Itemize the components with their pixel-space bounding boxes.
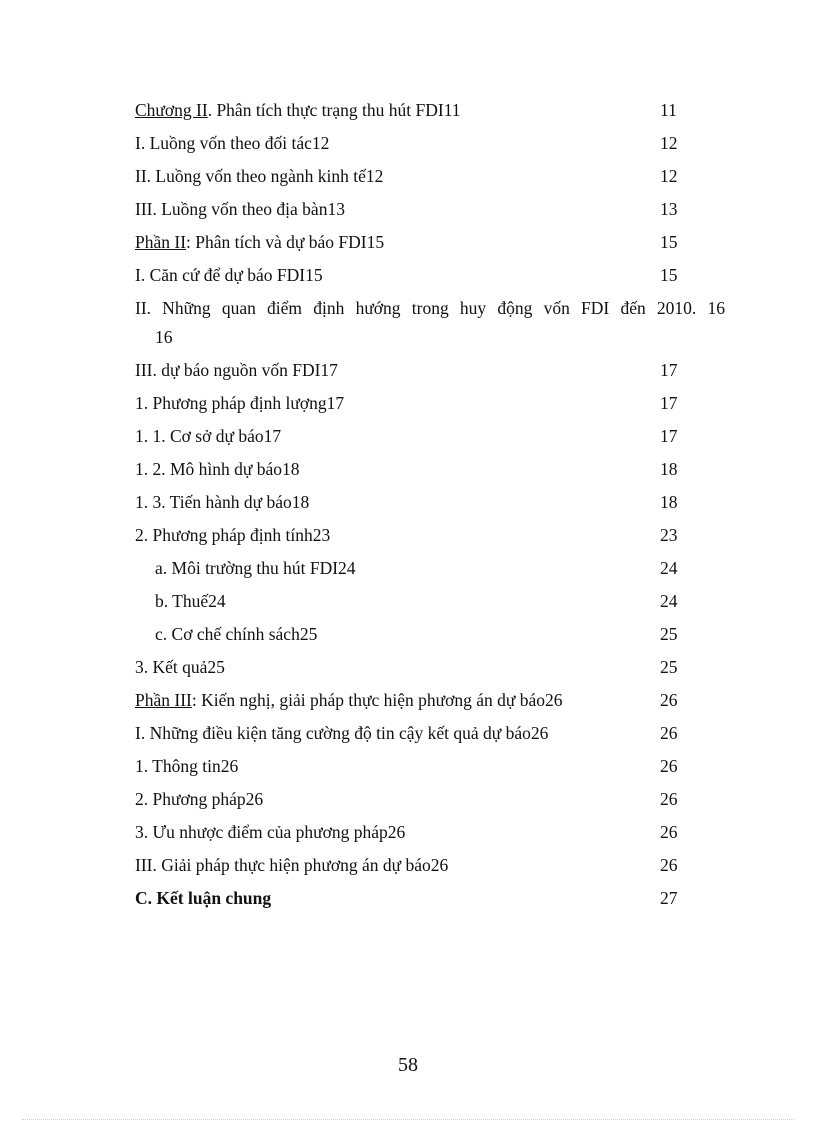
toc-entry-title: 1. 3. Tiến hành dự báo18 xyxy=(135,492,310,512)
toc-entry-title: b. Thuế24 xyxy=(155,591,226,611)
toc-entry[interactable] xyxy=(135,818,730,851)
toc-entry-page: 17 xyxy=(660,393,678,413)
toc-entry-page: 24 xyxy=(660,591,678,611)
toc-entry-page: 12 xyxy=(660,133,678,153)
toc-entry[interactable] xyxy=(135,129,730,162)
toc-entry-page: 18 xyxy=(660,492,678,512)
toc-entry-title: 1. Phương pháp định lượng17 xyxy=(135,393,345,413)
toc-entry[interactable] xyxy=(135,719,730,752)
toc-entry-page: 24 xyxy=(660,558,678,578)
toc-entry-title: 2. Phương pháp định tính23 xyxy=(135,525,331,545)
toc-entry-title: 1. 1. Cơ sở dự báo17 xyxy=(135,426,282,446)
toc-entry-title: Phần II: Phân tích và dự báo FDI15 xyxy=(135,232,385,252)
toc-entry-title: I. Luồng vốn theo đối tác12 xyxy=(135,133,330,153)
toc-entry[interactable] xyxy=(135,884,730,917)
toc-entry-title: II. Những quan điểm định hướng trong huy động vốn FDI đến 2010. 16 xyxy=(135,298,725,318)
toc-entry[interactable] xyxy=(135,752,730,785)
toc-entry[interactable] xyxy=(135,228,730,261)
toc-entry-title: 3. Ưu nhược điểm của phương pháp26 xyxy=(135,822,406,842)
toc-entry-title: II. Luồng vốn theo ngành kinh tế12 xyxy=(135,166,384,186)
toc-entry[interactable] xyxy=(135,620,730,653)
toc-entry-prefix: Phần III xyxy=(135,690,192,710)
toc-entry-title: III. Giải pháp thực hiện phương án dự báo26 xyxy=(135,855,449,875)
toc-entry-title: Chương II. Phân tích thực trạng thu hút FDI11 xyxy=(135,100,461,120)
toc-entry-title: c. Cơ chế chính sách25 xyxy=(155,624,318,644)
toc-entry-page: 16 xyxy=(155,327,173,347)
toc-entry[interactable] xyxy=(135,389,730,422)
toc-entry-title: I. Những điều kiện tăng cường độ tin cậy kết quả dự báo26 xyxy=(135,723,549,743)
toc-entry-title: III. dự báo nguồn vốn FDI17 xyxy=(135,360,338,380)
toc-entry-page: 26 xyxy=(660,855,678,875)
toc-entry-page: 11 xyxy=(660,100,677,120)
toc-entry-title: I. Căn cứ để dự báo FDI15 xyxy=(135,265,323,285)
toc-entry-page: 26 xyxy=(660,822,678,842)
toc-entry[interactable] xyxy=(135,422,730,455)
toc-entry[interactable] xyxy=(135,261,730,294)
toc-entry-page: 25 xyxy=(660,624,678,644)
toc-entry-page: 17 xyxy=(660,360,678,380)
toc-entry-page: 26 xyxy=(660,723,678,743)
toc-entry-page: 15 xyxy=(660,265,678,285)
toc-entry-page: 18 xyxy=(660,459,678,479)
toc-entry-title: 2. Phương pháp26 xyxy=(135,789,264,809)
toc-entry-page: 27 xyxy=(660,888,678,908)
toc-entry-title: Phần III: Kiến nghị, giải pháp thực hiện phương án dự báo26 xyxy=(135,690,563,710)
toc-entry-title: III. Luồng vốn theo địa bàn13 xyxy=(135,199,345,219)
toc-entry[interactable] xyxy=(135,195,730,228)
toc-entry-title: 1. Thông tin26 xyxy=(135,756,239,776)
toc-entry-page: 26 xyxy=(660,690,678,710)
toc-entry-title: 1. 2. Mô hình dự báo18 xyxy=(135,459,300,479)
toc-entry[interactable] xyxy=(135,455,730,488)
toc-entry-page: 26 xyxy=(660,789,678,809)
toc-entry-title: a. Môi trường thu hút FDI24 xyxy=(155,558,356,578)
toc-entry[interactable] xyxy=(135,294,730,356)
toc-entry[interactable] xyxy=(135,686,730,719)
toc-entry-page: 17 xyxy=(660,426,678,446)
toc-entry-page: 12 xyxy=(660,166,678,186)
toc-entry-page: 26 xyxy=(660,756,678,776)
toc-entry[interactable] xyxy=(135,96,730,129)
page-number: 58 xyxy=(398,1054,418,1076)
toc-entry-title: 3. Kết quả25 xyxy=(135,657,225,677)
table-of-contents xyxy=(135,96,730,917)
footer-divider xyxy=(22,1119,794,1120)
toc-entry-title: C. Kết luận chung xyxy=(135,888,272,908)
toc-entry-page: 23 xyxy=(660,525,678,545)
toc-entry[interactable] xyxy=(135,587,730,620)
toc-entry-page: 13 xyxy=(660,199,678,219)
toc-entry[interactable] xyxy=(135,785,730,818)
toc-entry[interactable] xyxy=(135,653,730,686)
toc-entry[interactable] xyxy=(135,356,730,389)
toc-entry-prefix: Chương II xyxy=(135,100,208,120)
toc-entry[interactable] xyxy=(135,488,730,521)
toc-entry-page: 25 xyxy=(660,657,678,677)
toc-entry-prefix: Phần II xyxy=(135,232,187,252)
toc-entry[interactable] xyxy=(135,851,730,884)
toc-entry[interactable] xyxy=(135,554,730,587)
toc-entry[interactable] xyxy=(135,162,730,195)
toc-entry-page: 15 xyxy=(660,232,678,252)
toc-entry[interactable] xyxy=(135,521,730,554)
